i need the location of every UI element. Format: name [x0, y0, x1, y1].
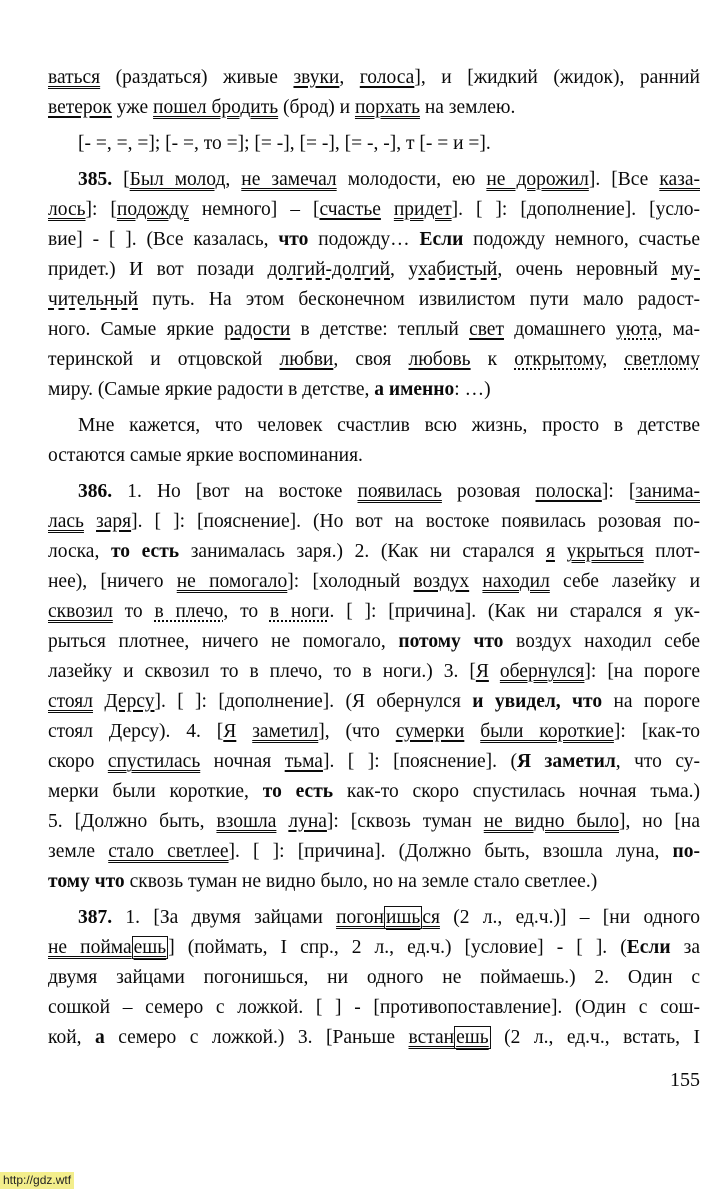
text: ] (поймать, I спр., 2 л., ед.ч.) [условие] - [ ]. (: [168, 937, 627, 958]
text: земле: [48, 841, 109, 862]
predicate-underline: не замечал: [241, 169, 337, 190]
attribute-underline: ухабистый: [408, 259, 498, 280]
text-line: [48, 867, 700, 897]
predicate-underline: обернулся: [499, 661, 585, 682]
text-line: [48, 477, 700, 507]
text: ного. Самые яркие: [48, 319, 225, 340]
text: (брод) и: [278, 97, 355, 118]
text: остаются самые яркие воспоминания.: [48, 445, 363, 466]
text: за: [670, 937, 700, 958]
attribute-underline: чительный: [48, 289, 139, 310]
text: ]: [: [601, 481, 636, 502]
predicate-underline: ся: [422, 907, 440, 928]
predicate-underline: были короткие: [480, 721, 614, 742]
text: ]. [ ]: [дополнение]. [усло-: [451, 199, 700, 220]
bold-text: по-: [672, 841, 700, 862]
text: подожду…: [308, 229, 420, 250]
bold-text: а: [95, 1027, 105, 1048]
subject-underline: луна: [288, 811, 327, 832]
predicate-underline: пошел бродить: [153, 97, 279, 118]
paragraph: [48, 411, 700, 471]
text: ]. [Все: [588, 169, 660, 190]
text: , то: [223, 601, 270, 622]
page-number: 155: [670, 1069, 700, 1091]
text: ,: [339, 67, 360, 88]
text: скоро: [48, 751, 108, 772]
text-line: [48, 93, 700, 123]
subject-underline: тьма: [284, 751, 323, 772]
attribute-underline: му-: [671, 259, 700, 280]
text: [469, 571, 482, 592]
bold-text: а именно: [374, 379, 455, 400]
text: рыться плотнее, ничего не помогало,: [48, 631, 399, 652]
paragraph: [48, 63, 700, 123]
text-line: [48, 411, 700, 441]
text-line: [48, 537, 700, 567]
text: ], и [жидкий (жидок), ранний: [414, 67, 700, 88]
text: сошкой – семеро с ложкой. [ ] - [противопоставление]. (Один с сош-: [48, 997, 700, 1018]
adverbial-underline: в плечо: [154, 601, 224, 622]
bold-text: то есть: [110, 541, 180, 562]
bold-text: тому что: [48, 871, 125, 892]
subject-underline: Я: [475, 661, 489, 682]
bold-text: потому что: [398, 631, 504, 652]
text: : …): [454, 379, 491, 400]
text-line: [48, 963, 700, 993]
predicate-underline: погон: [336, 907, 384, 928]
text: как-то скоро спустилась ночная тьма.): [333, 781, 700, 802]
text: то: [112, 601, 155, 622]
subject-underline: воздух: [413, 571, 470, 592]
text: плот-: [643, 541, 700, 562]
text: семеро с ложкой.) 3. [Раньше: [104, 1027, 409, 1048]
text: себе лазейку и: [549, 571, 701, 592]
page-text: [48, 63, 700, 1053]
bold-text: Если: [626, 937, 671, 958]
text-line: [48, 345, 700, 375]
text: [276, 811, 288, 832]
text: , что су-: [615, 751, 700, 772]
subject-underline: заря: [96, 511, 132, 532]
text: ]: [на пороге: [584, 661, 700, 682]
text-line: [48, 837, 700, 867]
text: занималась заря.) 2. (Как ни старался: [179, 541, 546, 562]
text: нее), [ничего: [48, 571, 177, 592]
text: ]: [: [85, 199, 117, 220]
predicate-underline: встан: [408, 1027, 455, 1048]
text-line: [48, 903, 700, 933]
text: кой,: [48, 1027, 96, 1048]
text: [236, 721, 252, 742]
text: [489, 661, 500, 682]
subject-underline: любви: [279, 349, 334, 370]
text: на пороге: [602, 691, 701, 712]
bold-text: 387.: [78, 907, 126, 928]
text: в детстве: теплый: [290, 319, 470, 340]
text-line: [48, 747, 700, 777]
bold-text: Я заметил: [516, 751, 616, 772]
text-line: [48, 441, 700, 471]
predicate-underline: порхать: [354, 97, 420, 118]
predicate-underline: укрыться: [566, 541, 644, 562]
text: розовая: [441, 481, 536, 502]
bold-text: 385.: [78, 169, 124, 190]
text: (2 л., ед.ч.)] – [ни одного: [439, 907, 700, 928]
text: ]. [ ]: [пояснение]. (Но вот на востоке появилась розовая по-: [131, 511, 701, 532]
subject-underline: Дерсу: [104, 691, 155, 712]
adverbial-underline: светлому: [624, 349, 700, 370]
text: , ма-: [657, 319, 700, 340]
text: двумя зайцами погонишься, ни одного не поймаешь.) 2. Один с: [48, 967, 700, 988]
text: ,: [225, 169, 242, 190]
text-line: [48, 687, 700, 717]
predicate-underline: взошла: [216, 811, 277, 832]
text-line: [48, 285, 700, 315]
text-line: [48, 165, 700, 195]
paragraph: [48, 903, 700, 1053]
text: , очень неровный: [497, 259, 672, 280]
predicate-underline: не пойма: [48, 937, 132, 958]
subject-underline: звуки: [293, 67, 340, 88]
subject-underline: я: [545, 541, 555, 562]
page-body: [48, 0, 700, 1093]
ending-box: ишь: [385, 907, 421, 928]
text-line: [48, 933, 700, 963]
text: [464, 721, 480, 742]
text: лазейку и сквозил то в плечо, то в ноги.) 3. [: [48, 661, 476, 682]
text: , своя: [333, 349, 409, 370]
text: сквозь туман не видно было, но на земле стало светлее.): [124, 871, 598, 892]
predicate-underline: лось: [48, 199, 86, 220]
paragraph: [48, 477, 700, 897]
adverbial-underline: в ноги: [269, 601, 330, 622]
predicate-underline: сквозил: [48, 601, 113, 622]
subject-underline: сумерки: [395, 721, 465, 742]
subject-underline: счастье: [319, 199, 381, 220]
text: [555, 541, 567, 562]
text: стоял Дерсу). 4. [: [48, 721, 224, 742]
text: 1. Но [вот на востоке: [127, 481, 358, 502]
text: ]. [ ]: [причина]. (Должно быть, взошла луна,: [228, 841, 673, 862]
text: [: [123, 169, 130, 190]
text-line: [48, 597, 700, 627]
subject-underline: свет: [469, 319, 504, 340]
attribute-underline: долгий-долгий: [267, 259, 391, 280]
text-line: [48, 507, 700, 537]
predicate-underline: Был молод: [129, 169, 226, 190]
text: к: [470, 349, 515, 370]
text: ]: [сквозь туман: [326, 811, 484, 832]
predicate-underline: стало светлее: [108, 841, 229, 862]
text: на землею.: [419, 97, 516, 118]
text: ]: [как-то: [613, 721, 700, 742]
text: вие] - [ ]. (Все казалась,: [48, 229, 279, 250]
text: теринской и отцовской: [48, 349, 280, 370]
predicate-underline: появилась: [357, 481, 442, 502]
text: путь. На этом бесконечном извилистом пути мало радост-: [138, 289, 700, 310]
text: . [ ]: [причина]. (Как ни старался я ук-: [329, 601, 701, 622]
predicate-underline: ваться: [48, 67, 101, 88]
ending-box: ешь: [133, 937, 167, 958]
predicate-underline: не дорожил: [486, 169, 589, 190]
text-line: [48, 315, 700, 345]
adverbial-underline: открытому: [514, 349, 603, 370]
watermark-link[interactable]: http://gdz.wtf: [0, 1172, 74, 1189]
text: ночная: [200, 751, 285, 772]
paragraph: [48, 129, 700, 159]
text-line: [48, 567, 700, 597]
subject-underline: любовь: [408, 349, 471, 370]
text-line: [48, 225, 700, 255]
text: лоска,: [48, 541, 111, 562]
predicate-underline: занима-: [635, 481, 700, 502]
bold-text: то есть: [262, 781, 334, 802]
predicate-underline: не помогало: [176, 571, 288, 592]
predicate-underline: каза-: [659, 169, 700, 190]
text-line: [48, 129, 700, 159]
text: домашнего: [504, 319, 617, 340]
text: [93, 691, 104, 712]
text: 5. [Должно быть,: [48, 811, 217, 832]
text: ], но [на: [618, 811, 701, 832]
text-line: [48, 627, 700, 657]
text-line: [48, 255, 700, 285]
text-line: [48, 375, 700, 405]
text: немного] – [: [188, 199, 320, 220]
text-line: [48, 1023, 700, 1053]
text: ,: [602, 349, 625, 370]
text-line: [48, 657, 700, 687]
predicate-underline: подожду: [116, 199, 189, 220]
predicate-underline: не видно было: [483, 811, 619, 832]
bold-text: что: [278, 229, 309, 250]
text: Мне кажется, что человек счастлив всю жизнь, просто в детстве: [78, 415, 700, 436]
text-line: [48, 807, 700, 837]
bold-text: и увидел, что: [472, 691, 603, 712]
text: (раздаться) живые: [100, 67, 294, 88]
bold-text: Если: [419, 229, 464, 250]
subject-underline: полоска: [535, 481, 602, 502]
ending-box: ешь: [456, 1027, 489, 1048]
text: мерки были короткие,: [48, 781, 263, 802]
text: ]. [ ]: [пояснение]. (: [322, 751, 517, 772]
paragraph: [48, 165, 700, 405]
subject-underline: ветерок: [48, 97, 112, 118]
predicate-underline: заметил: [252, 721, 319, 742]
text: (2 л., ед.ч., встать, I: [490, 1027, 701, 1048]
text: [381, 199, 394, 220]
text-line: [48, 777, 700, 807]
predicate-underline: находил: [482, 571, 550, 592]
text: воздух находил себе: [503, 631, 700, 652]
predicate-underline: лась: [48, 511, 84, 532]
text: подожду немного, счастье: [463, 229, 700, 250]
text-line: [48, 195, 700, 225]
adverbial-underline: уюта: [616, 319, 658, 340]
predicate-underline: придет: [393, 199, 452, 220]
predicate-underline: стоял: [48, 691, 93, 712]
text: миру. (Самые яркие радости в детстве,: [48, 379, 375, 400]
predicate-underline: спустилась: [107, 751, 201, 772]
text: [84, 511, 96, 532]
text-line: [48, 993, 700, 1023]
text: молодости, ею: [336, 169, 487, 190]
text: ]: [холодный: [287, 571, 414, 592]
bold-text: 386.: [78, 481, 128, 502]
text: 1. [За двумя зайцами: [125, 907, 337, 928]
text-line: [48, 63, 700, 93]
text-line: [48, 717, 700, 747]
text: ], (что: [318, 721, 396, 742]
text: уже: [111, 97, 154, 118]
text: придет.) И вот позади: [48, 259, 268, 280]
subject-underline: радости: [224, 319, 291, 340]
subject-underline: голоса: [359, 67, 415, 88]
text: ,: [390, 259, 409, 280]
subject-underline: Я: [223, 721, 237, 742]
text: ]. [ ]: [дополнение]. (Я обернулся: [154, 691, 473, 712]
text: [- =, =, =]; [- =, то =]; [= -], [= -], [= -, -], т [- = и =].: [78, 133, 491, 154]
